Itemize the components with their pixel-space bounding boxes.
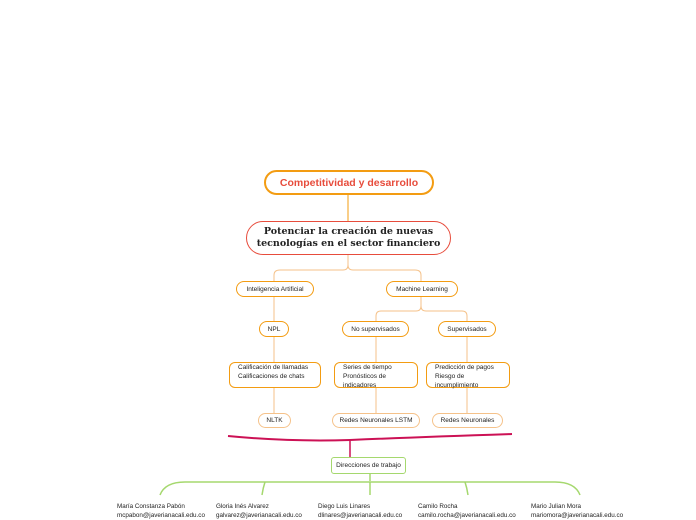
branch-machine-learning[interactable]: Machine Learning [386, 281, 458, 297]
npl-task-1: Calificación de llamadas [238, 364, 309, 371]
branch-inteligencia-artificial[interactable]: Inteligencia Artificial [236, 281, 314, 297]
node-supervisados[interactable]: Supervisados [438, 321, 496, 337]
person-email[interactable]: mcpabon@javerianacali.edu.co [117, 512, 205, 519]
person-name: Gloria Inés Alvarez [216, 503, 269, 510]
person-email[interactable]: mariomora@javerianacali.edu.co [531, 512, 624, 519]
divider-line [228, 434, 512, 441]
main-topic-node[interactable] [246, 221, 451, 255]
person-2 [318, 502, 402, 520]
box-no-supervisados-tasks[interactable] [334, 362, 418, 388]
box-supervisados-tasks[interactable] [426, 362, 510, 388]
node-no-supervisados[interactable]: No supervisados [342, 321, 409, 337]
node-npl[interactable]: NPL [259, 321, 289, 337]
sup-task-2: Riesgo de incumplimiento [435, 373, 479, 389]
leaf-redes-neuronales[interactable]: Redes Neuronales [432, 413, 503, 428]
leaf-nltk[interactable]: NLTK [258, 413, 291, 428]
main-topic-line-1: Potenciar la creación de nuevas [263, 226, 434, 237]
leaf-redes-neuronales-lstm[interactable]: Redes Neuronales LSTM [332, 413, 420, 428]
person-email[interactable]: dlinares@javerianacali.edu.co [318, 512, 403, 519]
sup-task-1: Predicción de pagos [435, 364, 494, 371]
nosup-task-1: Series de tiempo [343, 364, 392, 371]
person-name: María Constanza Pabón [117, 503, 185, 510]
person-3 [418, 502, 516, 520]
npl-task-2: Calificaciones de chats [238, 373, 305, 380]
person-name: Mario Julian Mora [531, 503, 582, 510]
person-4 [531, 502, 623, 520]
person-name: Diego Luis Linares [318, 503, 371, 510]
root-node[interactable]: Competitividad y desarrollo [264, 170, 434, 195]
person-0 [117, 502, 205, 520]
box-npl-tasks[interactable] [229, 362, 321, 388]
person-name: Camilo Rocha [418, 503, 458, 510]
main-topic-line-2: tecnologías en el sector financiero [256, 238, 441, 249]
person-email[interactable]: camilo.rocha@javerianacali.edu.co [418, 512, 516, 519]
person-1 [216, 502, 302, 520]
person-email[interactable]: galvarez@javerianacali.edu.co [216, 512, 302, 519]
nosup-task-2: Pronósticos de indicadores [343, 373, 386, 389]
direcciones-de-trabajo-node[interactable]: Direcciones de trabajo [331, 457, 406, 474]
